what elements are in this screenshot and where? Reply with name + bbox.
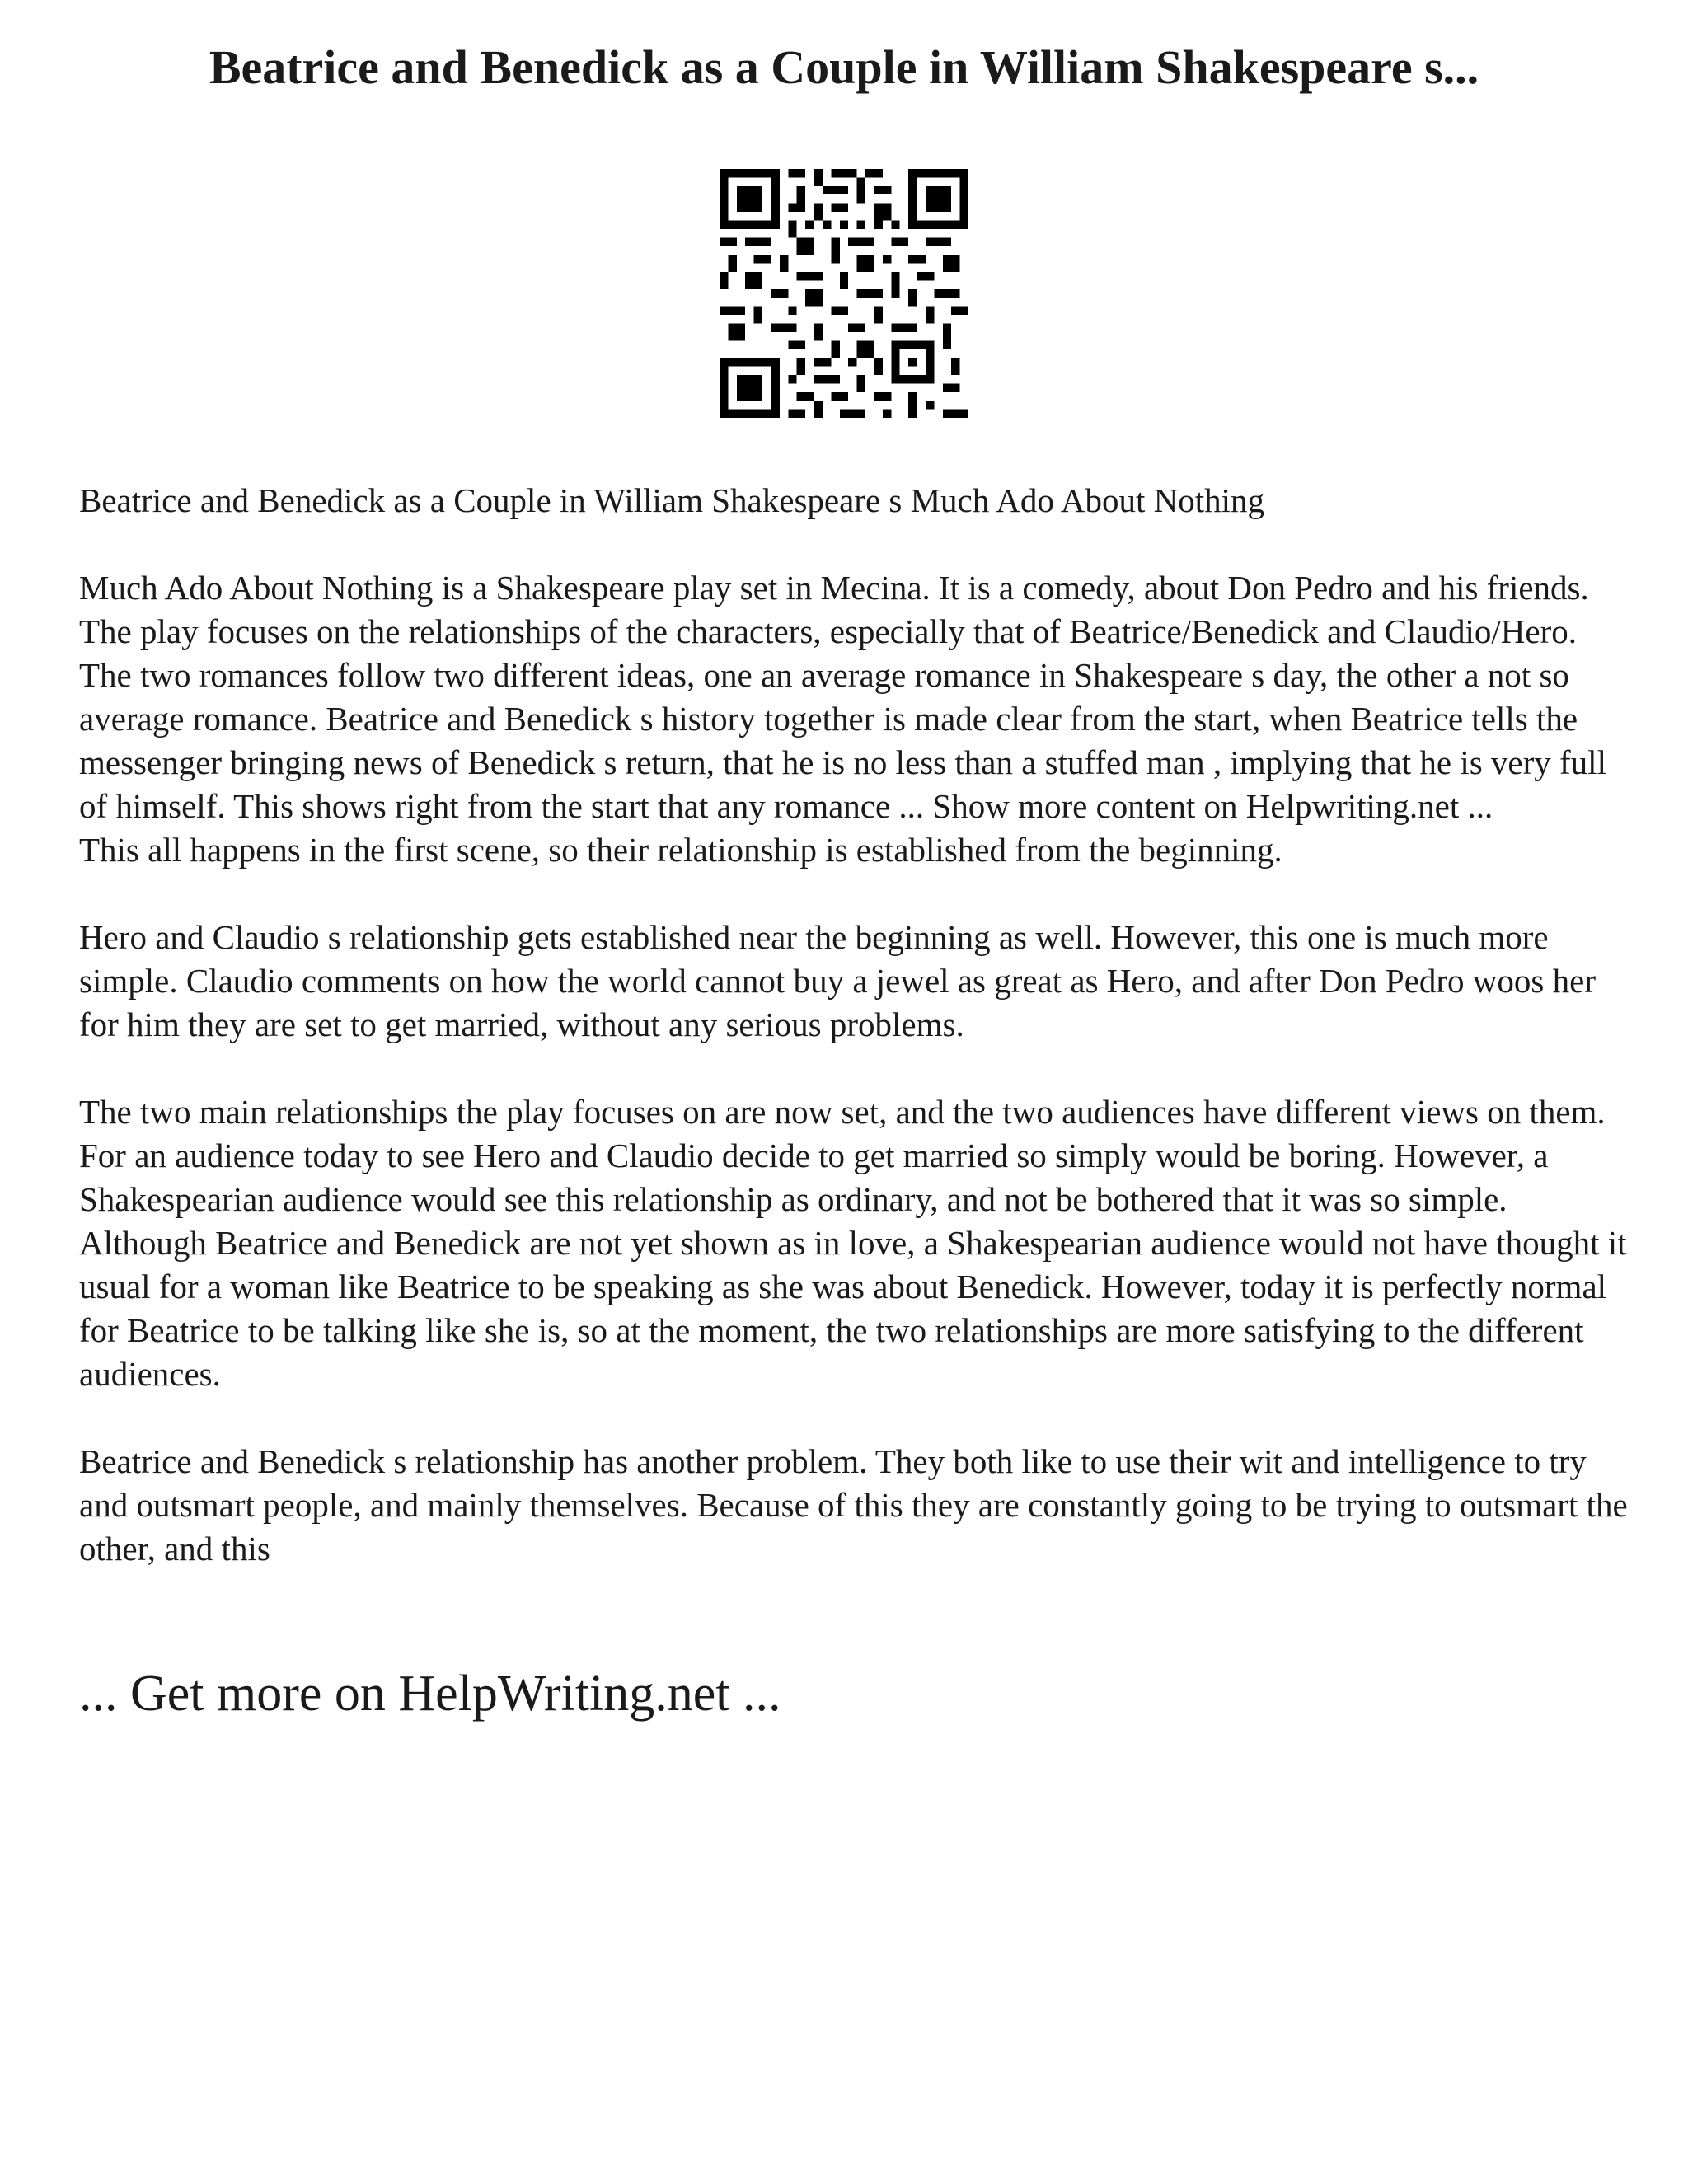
paragraph-spacer [79, 1047, 1629, 1090]
paragraph: Beatrice and Benedick s relationship has another problem. They both like to use their wit and intelligence to try and outsmart people, and mainly themselves. Because of this they are constantly going to be trying to outsmart the other, and this [79, 1442, 1628, 1568]
article-subtitle: Beatrice and Benedick as a Couple in William Shakespeare s Much Ado About Nothing [79, 481, 1264, 519]
paragraph: Much Ado About Nothing is a Shakespeare play set in Mecina. It is a comedy, about Don Pedro and his friends. The play focuses on the relationships of the characters, especially that of Beatrice/Benedick and Claudio/Hero. The two romances follow two different ideas, one an average romance in Shakespeare s day, the other a not so average romance. Beatrice and Benedick s history together is made clear from the start, when Beatrice tells the messenger bringing news of Benedick s return, that he is no less than a stuffed man , implying that he is very full of himself. This shows right from the start that any romance ... Show more content on Helpwriting.net ... [79, 569, 1606, 825]
page-title: Beatrice and Benedick as a Couple in William Shakespeare s... [209, 40, 1479, 94]
paragraph: Hero and Claudio s relationship gets established near the beginning as well. However, this one is much more simple. Claudio comments on how the world cannot buy a jewel as great as Hero, and after Don Pedro woos her for him they are set to get married, without any serious problems. [79, 918, 1596, 1043]
paragraph-spacer [79, 1396, 1629, 1440]
paragraph: This all happens in the first scene, so their relationship is established from the beginning. [79, 831, 1282, 869]
paragraph-spacer [79, 872, 1629, 916]
paragraph: The two main relationships the play focuses on are now set, and the two audiences have different views on them. For an audience today to see Hero and Claudio decide to get married so simply would be boring. However, a Shakespearian audience would see this relationship as ordinary, and not be bothered that it was so simple. Although Beatrice and Benedick are not yet shown as in love, a Shakespearian audience would not have thought it usual for a woman like Beatrice to be speaking as she was about Benedick. However, today it is perfectly normal for Beatrice to be talking like she is, so at the moment, the two relationships are more satisfying to the different audiences. [79, 1093, 1627, 1393]
paragraph-spacer [79, 523, 1629, 566]
article-body [79, 479, 1629, 1571]
get-more-link[interactable]: ... Get more on HelpWriting.net ... [79, 1666, 781, 1722]
qr-code-icon [720, 169, 968, 418]
